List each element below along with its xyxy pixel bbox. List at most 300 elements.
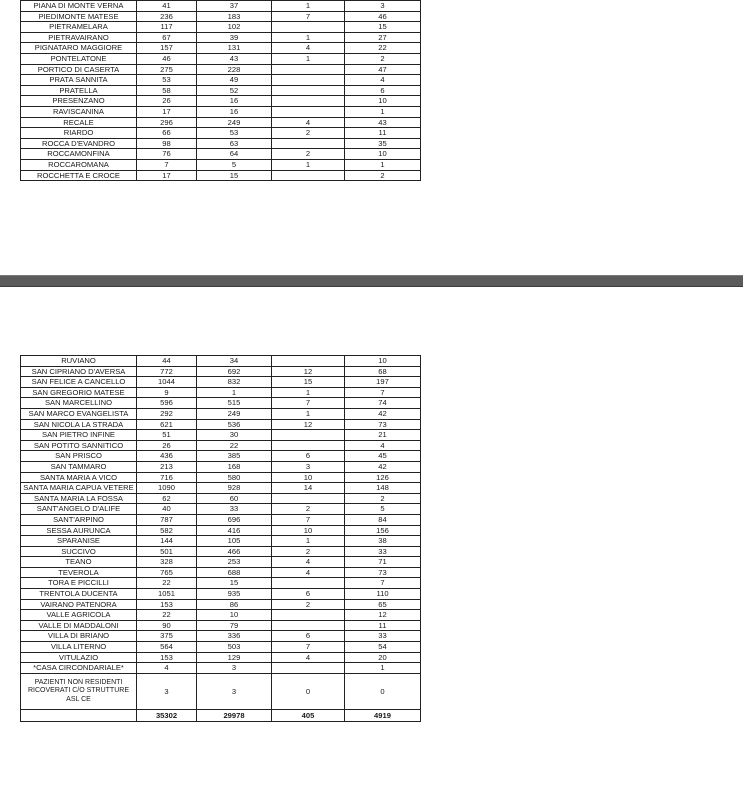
deceased-cell: 4	[272, 43, 345, 54]
total-cases-cell: 296	[137, 117, 197, 128]
municipality-cell: SANTA MARIA LA FOSSA	[21, 493, 137, 504]
positive-cell: 11	[345, 128, 421, 139]
recovered-cell: 86	[197, 599, 272, 610]
positive-cell: 148	[345, 483, 421, 494]
positive-cell: 10	[345, 149, 421, 160]
total-cases-cell: 153	[137, 652, 197, 663]
deceased-cell: 4	[272, 117, 345, 128]
deceased-cell: 2	[272, 599, 345, 610]
positive-cell: 4	[345, 75, 421, 86]
total-cases-cell: 40	[137, 504, 197, 515]
positive-cell: 21	[345, 430, 421, 441]
recovered-cell: 16	[197, 106, 272, 117]
positive-cell: 27	[345, 32, 421, 43]
table-row	[21, 493, 421, 504]
table-row	[21, 642, 421, 653]
positive-cell: 71	[345, 557, 421, 568]
total-cases-cell: 53	[137, 75, 197, 86]
positive-cell: 11	[345, 620, 421, 631]
municipality-cell: SANTA MARIA A VICO	[21, 472, 137, 483]
recovered-cell: 52	[197, 85, 272, 96]
table-row	[21, 96, 421, 107]
municipality-cell: PORTICO DI CASERTA	[21, 64, 137, 75]
deceased-cell: 6	[272, 631, 345, 642]
recovered-cell: 3	[197, 673, 272, 709]
total-cases-cell: 375	[137, 631, 197, 642]
total-cases-cell: 44	[137, 356, 197, 367]
deceased-cell: 3	[272, 461, 345, 472]
recovered-cell: 30	[197, 430, 272, 441]
positive-cell: 3	[345, 1, 421, 12]
positive-cell: 1	[345, 159, 421, 170]
municipality-cell: SAN POTITO SANNITICO	[21, 440, 137, 451]
deceased-cell	[272, 430, 345, 441]
total-cases-cell: 46	[137, 53, 197, 64]
recovered-cell: 832	[197, 377, 272, 388]
table-row	[21, 170, 421, 181]
table-row	[21, 631, 421, 642]
deceased-cell: 1	[272, 159, 345, 170]
table-row	[21, 430, 421, 441]
positive-cell: 2	[345, 53, 421, 64]
total-cases-cell: 26	[137, 96, 197, 107]
recovered-cell: 129	[197, 652, 272, 663]
recovered-cell: 131	[197, 43, 272, 54]
recovered-cell: 53	[197, 128, 272, 139]
total-cases-cell: 67	[137, 32, 197, 43]
table-row	[21, 149, 421, 160]
table-row	[21, 546, 421, 557]
total-cases-cell: 41	[137, 1, 197, 12]
municipality-cell: VILLA DI BRIANO	[21, 631, 137, 642]
total-cases-cell: 3	[137, 673, 197, 709]
positive-cell: 15	[345, 22, 421, 33]
total-cases-cell: 1044	[137, 377, 197, 388]
table-row	[21, 43, 421, 54]
deceased-cell	[272, 440, 345, 451]
recovered-cell: 253	[197, 557, 272, 568]
recovered-cell: 692	[197, 366, 272, 377]
municipality-cell: TORA E PICCILLI	[21, 578, 137, 589]
recovered-cell: 16	[197, 96, 272, 107]
recovered-cell: 385	[197, 451, 272, 462]
positive-cell: 45	[345, 451, 421, 462]
table-row	[21, 53, 421, 64]
total-cases-cell: 716	[137, 472, 197, 483]
total-cases-cell: 98	[137, 138, 197, 149]
municipality-cell: VAIRANO PATENORA	[21, 599, 137, 610]
municipality-cell: VITULAZIO	[21, 652, 137, 663]
recovered-cell: 15	[197, 578, 272, 589]
total-cases-cell: 596	[137, 398, 197, 409]
positive-cell: 22	[345, 43, 421, 54]
deceased-cell: 10	[272, 472, 345, 483]
total-cases-cell: 17	[137, 106, 197, 117]
positive-cell: 33	[345, 546, 421, 557]
table-row	[21, 610, 421, 621]
municipality-cell: TRENTOLA DUCENTA	[21, 589, 137, 600]
total-cases-cell: 7	[137, 159, 197, 170]
deceased-cell: 10	[272, 525, 345, 536]
positive-cell: 73	[345, 567, 421, 578]
recovered-cell: 33	[197, 504, 272, 515]
table-row	[21, 408, 421, 419]
municipality-cell: PRATA SANNITA	[21, 75, 137, 86]
deceased-cell: 4	[272, 567, 345, 578]
municipality-cell: PRATELLA	[21, 85, 137, 96]
positive-cell: 156	[345, 525, 421, 536]
municipality-cell: ROCCAMONFINA	[21, 149, 137, 160]
total-cases-cell: 436	[137, 451, 197, 462]
table-row	[21, 536, 421, 547]
recovered-cell: 928	[197, 483, 272, 494]
positive-cell: 47	[345, 64, 421, 75]
table-row	[21, 159, 421, 170]
total-cases-cell: 26	[137, 440, 197, 451]
deceased-cell: 2	[272, 504, 345, 515]
table-row	[21, 138, 421, 149]
total-cases-cell: 117	[137, 22, 197, 33]
municipality-cell: SAN FELICE A CANCELLO	[21, 377, 137, 388]
municipality-cell: PIGNATARO MAGGIORE	[21, 43, 137, 54]
positive-cell: 65	[345, 599, 421, 610]
deceased-cell: 15	[272, 377, 345, 388]
table-row	[21, 85, 421, 96]
positive-cell: 2	[345, 493, 421, 504]
positive-cell: 2	[345, 170, 421, 181]
total-cases-cell: 17	[137, 170, 197, 181]
recovered-cell: 22	[197, 440, 272, 451]
deceased-cell	[272, 22, 345, 33]
recovered-cell: 249	[197, 117, 272, 128]
table-row	[21, 525, 421, 536]
table-row	[21, 652, 421, 663]
deceased-cell	[272, 663, 345, 674]
table-body	[21, 1, 421, 181]
table-row	[21, 32, 421, 43]
municipality-cell: VALLE AGRICOLA	[21, 610, 137, 621]
deceased-cell	[272, 170, 345, 181]
total-cases-cell: 4	[137, 663, 197, 674]
positive-cell: 74	[345, 398, 421, 409]
total-cases-cell: 564	[137, 642, 197, 653]
municipality-cell: PIETRAMELARA	[21, 22, 137, 33]
totals-row	[21, 709, 421, 721]
municipality-cell	[21, 709, 137, 721]
total-cases-cell: 76	[137, 149, 197, 160]
total-cases-cell: 275	[137, 64, 197, 75]
municipality-cell: PONTELATONE	[21, 53, 137, 64]
deceased-cell	[272, 96, 345, 107]
total-cases-cell: 292	[137, 408, 197, 419]
total-cases-cell: 787	[137, 514, 197, 525]
table-row	[21, 356, 421, 367]
recovered-cell: 5	[197, 159, 272, 170]
table-row	[21, 461, 421, 472]
positive-cell: 73	[345, 419, 421, 430]
municipality-cell: SAN NICOLA LA STRADA	[21, 419, 137, 430]
deceased-cell	[272, 578, 345, 589]
table-row	[21, 557, 421, 568]
positive-cell: 5	[345, 504, 421, 515]
recovered-cell: 79	[197, 620, 272, 631]
deceased-cell: 12	[272, 366, 345, 377]
recovered-cell: 580	[197, 472, 272, 483]
recovered-cell: 15	[197, 170, 272, 181]
table-row	[21, 22, 421, 33]
table-row	[21, 663, 421, 674]
table-row	[21, 419, 421, 430]
recovered-cell: 168	[197, 461, 272, 472]
municipality-cell: SAN PIETRO INFINE	[21, 430, 137, 441]
municipality-cell: SUCCIVO	[21, 546, 137, 557]
deceased-cell: 1	[272, 387, 345, 398]
recovered-cell: 228	[197, 64, 272, 75]
positive-cell: 84	[345, 514, 421, 525]
municipality-cell: TEVEROLA	[21, 567, 137, 578]
positive-cell: 4919	[345, 709, 421, 721]
municipality-cell: SAN GREGORIO MATESE	[21, 387, 137, 398]
positive-cell: 43	[345, 117, 421, 128]
total-cases-cell: 51	[137, 430, 197, 441]
municipality-cell: PRESENZANO	[21, 96, 137, 107]
table-row	[21, 440, 421, 451]
recovered-cell: 29978	[197, 709, 272, 721]
municipality-cell: RAVISCANINA	[21, 106, 137, 117]
municipality-cell: RUVIANO	[21, 356, 137, 367]
deceased-cell	[272, 106, 345, 117]
deceased-cell: 14	[272, 483, 345, 494]
recovered-cell: 1	[197, 387, 272, 398]
positive-cell: 10	[345, 356, 421, 367]
municipality-cell: TEANO	[21, 557, 137, 568]
total-cases-cell: 765	[137, 567, 197, 578]
deceased-cell: 1	[272, 408, 345, 419]
municipality-cell: RECALE	[21, 117, 137, 128]
covid-table-page-2	[20, 355, 421, 722]
positive-cell: 46	[345, 11, 421, 22]
table-body	[21, 356, 421, 722]
deceased-cell	[272, 620, 345, 631]
municipality-cell: SANT'ARPINO	[21, 514, 137, 525]
positive-cell: 1	[345, 106, 421, 117]
positive-cell: 42	[345, 408, 421, 419]
total-cases-cell: 66	[137, 128, 197, 139]
recovered-cell: 515	[197, 398, 272, 409]
recovered-cell: 536	[197, 419, 272, 430]
table-row	[21, 599, 421, 610]
total-cases-cell: 213	[137, 461, 197, 472]
municipality-cell: PIETRAVAIRANO	[21, 32, 137, 43]
municipality-cell: PIEDIMONTE MATESE	[21, 11, 137, 22]
positive-cell: 42	[345, 461, 421, 472]
positive-cell: 197	[345, 377, 421, 388]
table-row	[21, 366, 421, 377]
municipality-cell: ROCCAROMANA	[21, 159, 137, 170]
recovered-cell: 10	[197, 610, 272, 621]
municipality-cell: SAN MARCO EVANGELISTA	[21, 408, 137, 419]
municipality-cell: ROCCHETTA E CROCE	[21, 170, 137, 181]
total-cases-cell: 1090	[137, 483, 197, 494]
table-row	[21, 75, 421, 86]
positive-cell: 38	[345, 536, 421, 547]
positive-cell: 7	[345, 578, 421, 589]
deceased-cell	[272, 356, 345, 367]
deceased-cell: 7	[272, 398, 345, 409]
recovered-cell: 49	[197, 75, 272, 86]
deceased-cell: 12	[272, 419, 345, 430]
municipality-cell: SAN CIPRIANO D'AVERSA	[21, 366, 137, 377]
table-row	[21, 589, 421, 600]
document-page-1	[0, 0, 743, 275]
table-row	[21, 514, 421, 525]
deceased-cell: 0	[272, 673, 345, 709]
total-cases-cell: 1051	[137, 589, 197, 600]
recovered-cell: 503	[197, 642, 272, 653]
municipality-cell: SAN TAMMARO	[21, 461, 137, 472]
recovered-cell: 64	[197, 149, 272, 160]
table-row	[21, 451, 421, 462]
municipality-cell: PAZIENTI NON RESIDENTI RICOVERATI C/O STRUTTURE ASL CE	[21, 673, 137, 709]
municipality-cell: SAN PRISCO	[21, 451, 137, 462]
municipality-cell: SANT'ANGELO D'ALIFE	[21, 504, 137, 515]
deceased-cell	[272, 493, 345, 504]
municipality-cell: PIANA DI MONTE VERNA	[21, 1, 137, 12]
deceased-cell	[272, 610, 345, 621]
recovered-cell: 39	[197, 32, 272, 43]
total-cases-cell: 153	[137, 599, 197, 610]
total-cases-cell: 621	[137, 419, 197, 430]
table-row	[21, 106, 421, 117]
deceased-cell: 2	[272, 546, 345, 557]
total-cases-cell: 328	[137, 557, 197, 568]
total-cases-cell: 157	[137, 43, 197, 54]
non-resident-patients-row	[21, 673, 421, 709]
deceased-cell: 2	[272, 149, 345, 160]
total-cases-cell: 90	[137, 620, 197, 631]
table-row	[21, 1, 421, 12]
positive-cell: 6	[345, 85, 421, 96]
deceased-cell: 1	[272, 32, 345, 43]
recovered-cell: 416	[197, 525, 272, 536]
page-separator	[0, 275, 743, 287]
total-cases-cell: 9	[137, 387, 197, 398]
positive-cell: 110	[345, 589, 421, 600]
recovered-cell: 935	[197, 589, 272, 600]
table-row	[21, 377, 421, 388]
positive-cell: 20	[345, 652, 421, 663]
table-row	[21, 620, 421, 631]
positive-cell: 126	[345, 472, 421, 483]
positive-cell: 33	[345, 631, 421, 642]
table-row	[21, 117, 421, 128]
deceased-cell	[272, 64, 345, 75]
municipality-cell: SANTA MARIA CAPUA VETERE	[21, 483, 137, 494]
total-cases-cell: 236	[137, 11, 197, 22]
document-page-2	[0, 287, 743, 800]
recovered-cell: 60	[197, 493, 272, 504]
total-cases-cell: 22	[137, 578, 197, 589]
table-row	[21, 398, 421, 409]
recovered-cell: 63	[197, 138, 272, 149]
positive-cell: 4	[345, 440, 421, 451]
covid-table-page-1	[20, 0, 421, 181]
table-row	[21, 387, 421, 398]
table-row	[21, 128, 421, 139]
deceased-cell: 2	[272, 128, 345, 139]
table-row	[21, 64, 421, 75]
recovered-cell: 34	[197, 356, 272, 367]
municipality-cell: SESSA AURUNCA	[21, 525, 137, 536]
municipality-cell: RIARDO	[21, 128, 137, 139]
deceased-cell	[272, 138, 345, 149]
deceased-cell	[272, 85, 345, 96]
recovered-cell: 3	[197, 663, 272, 674]
table-row	[21, 472, 421, 483]
deceased-cell: 1	[272, 1, 345, 12]
municipality-cell: VILLA LITERNO	[21, 642, 137, 653]
positive-cell: 10	[345, 96, 421, 107]
total-cases-cell: 58	[137, 85, 197, 96]
deceased-cell	[272, 75, 345, 86]
positive-cell: 54	[345, 642, 421, 653]
positive-cell: 12	[345, 610, 421, 621]
positive-cell: 1	[345, 663, 421, 674]
recovered-cell: 102	[197, 22, 272, 33]
table-row	[21, 11, 421, 22]
recovered-cell: 466	[197, 546, 272, 557]
deceased-cell: 6	[272, 589, 345, 600]
municipality-cell: *CASA CIRCONDARIALE*	[21, 663, 137, 674]
positive-cell: 68	[345, 366, 421, 377]
table-row	[21, 483, 421, 494]
positive-cell: 7	[345, 387, 421, 398]
recovered-cell: 696	[197, 514, 272, 525]
municipality-cell: VALLE DI MADDALONI	[21, 620, 137, 631]
deceased-cell: 4	[272, 557, 345, 568]
deceased-cell: 7	[272, 11, 345, 22]
deceased-cell: 4	[272, 652, 345, 663]
recovered-cell: 249	[197, 408, 272, 419]
positive-cell: 0	[345, 673, 421, 709]
total-cases-cell: 62	[137, 493, 197, 504]
deceased-cell: 405	[272, 709, 345, 721]
deceased-cell: 7	[272, 514, 345, 525]
municipality-cell: SPARANISE	[21, 536, 137, 547]
total-cases-cell: 501	[137, 546, 197, 557]
table-row	[21, 567, 421, 578]
table-row	[21, 578, 421, 589]
positive-cell: 35	[345, 138, 421, 149]
recovered-cell: 37	[197, 1, 272, 12]
municipality-cell: ROCCA D'EVANDRO	[21, 138, 137, 149]
table-row	[21, 504, 421, 515]
recovered-cell: 183	[197, 11, 272, 22]
recovered-cell: 336	[197, 631, 272, 642]
recovered-cell: 105	[197, 536, 272, 547]
deceased-cell: 1	[272, 53, 345, 64]
recovered-cell: 43	[197, 53, 272, 64]
deceased-cell: 7	[272, 642, 345, 653]
total-cases-cell: 144	[137, 536, 197, 547]
deceased-cell: 6	[272, 451, 345, 462]
total-cases-cell: 772	[137, 366, 197, 377]
recovered-cell: 688	[197, 567, 272, 578]
total-cases-cell: 35302	[137, 709, 197, 721]
municipality-cell: SAN MARCELLINO	[21, 398, 137, 409]
total-cases-cell: 22	[137, 610, 197, 621]
total-cases-cell: 582	[137, 525, 197, 536]
